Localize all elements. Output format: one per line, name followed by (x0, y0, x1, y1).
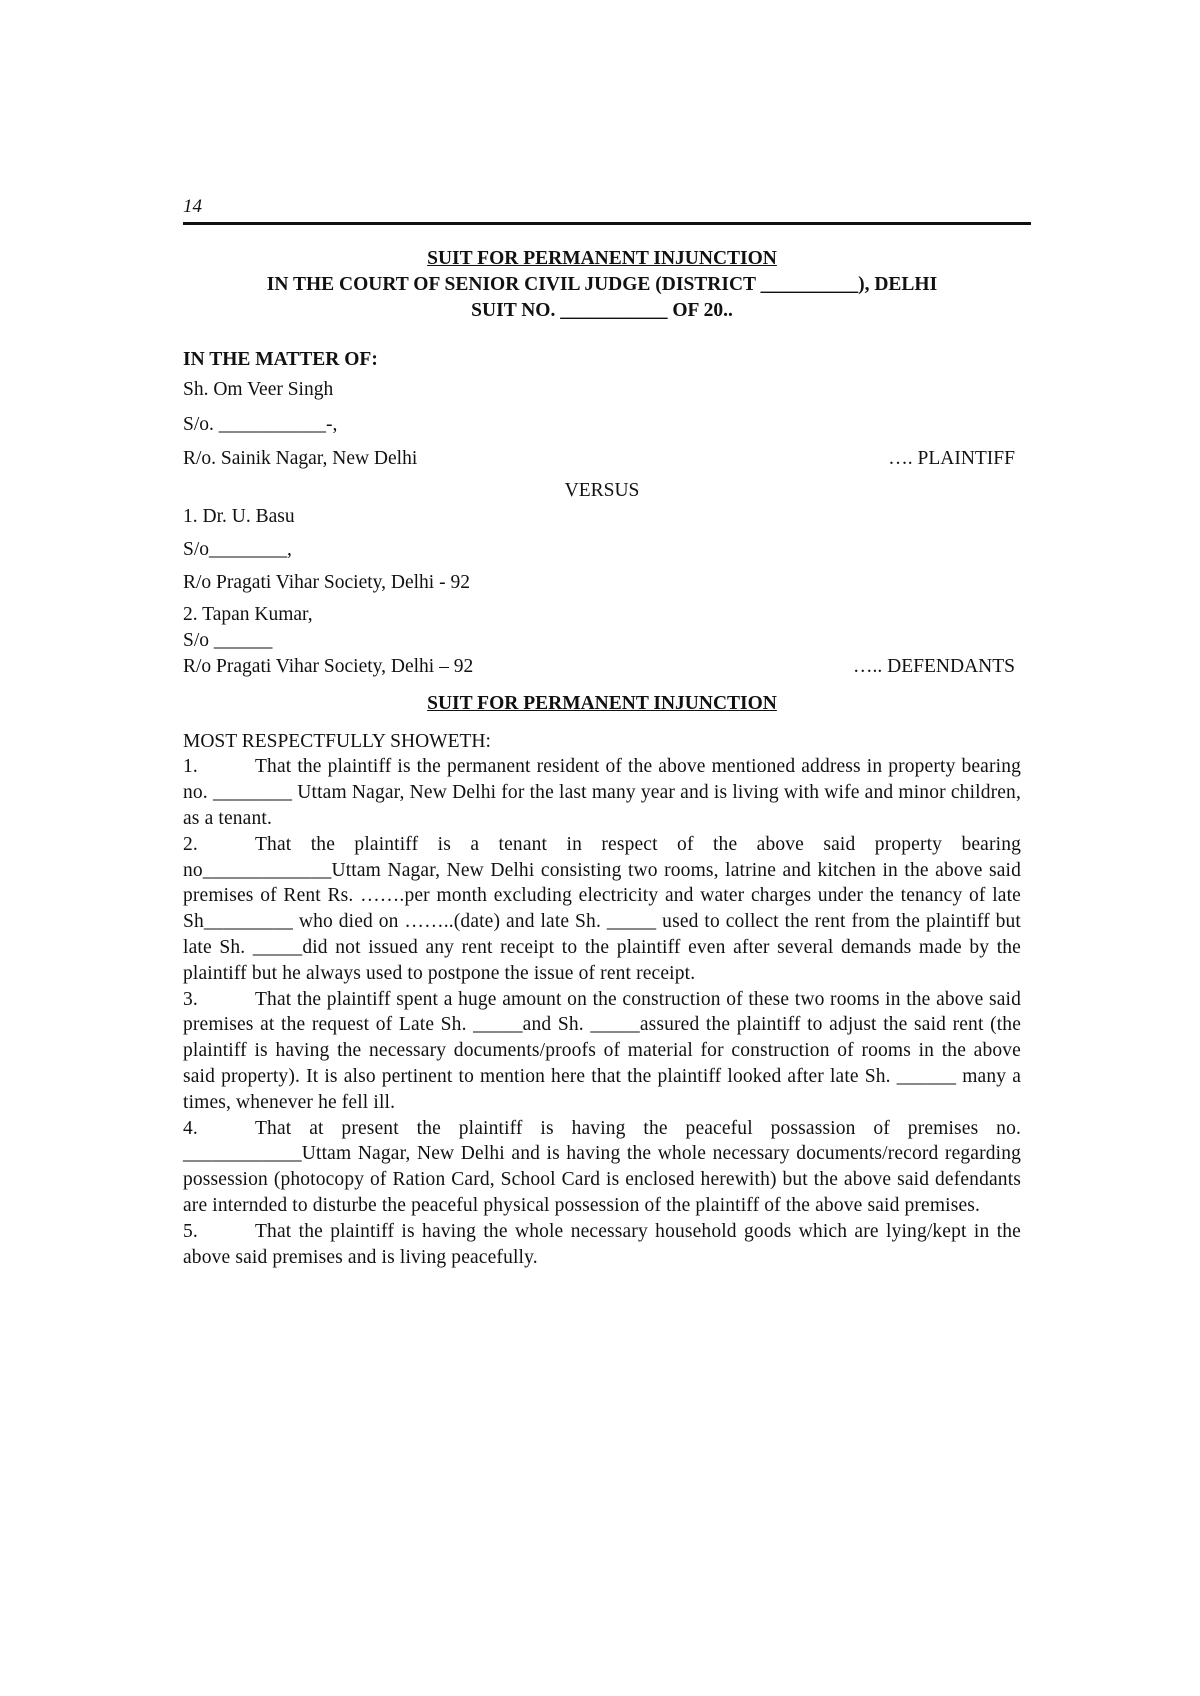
paragraph (183, 832, 1021, 987)
paragraph (183, 987, 1021, 1116)
paragraph (183, 754, 1021, 831)
body-suit-title: SUIT FOR PERMANENT INJUNCTION (427, 692, 777, 714)
paragraph-text: That the plaintiff is a tenant in respect of the above said property bearing no_____________Uttam Nagar, New Delhi consisting two rooms, latrine and kitchen in the above said premises of Rent Rs. …….per month excluding electricity and water charges under the tenancy of late Sh_________ who died on ……..(date) and late Sh. _____ used to collect the rent from the plaintiff but late Sh. _____did not issued any rent receipt to the plaintiff even after several demands made by the plaintiff but he always used to postpone the issue of rent receipt. (183, 833, 1021, 984)
defendant-2-residence-row (183, 654, 1021, 680)
paragraph-text: That the plaintiff is the permanent resident of the above mentioned address in property bearing no. ________ Uttam Nagar, New Delhi for the last many year and is living with wife and minor children, as a tenant. (183, 756, 1021, 829)
plaintiff-name: Sh. Om Veer Singh (183, 378, 334, 400)
plaintiff-role: …. PLAINTIFF (888, 448, 1015, 470)
paragraph-number: 5. (183, 1220, 198, 1242)
suit-number-line: SUIT NO. ___________ OF 20.. (471, 300, 733, 321)
document-body (183, 246, 1021, 1270)
defendant-1-residence: R/o Pragati Vihar Society, Delhi - 92 (183, 571, 470, 593)
page-number: 14 (183, 196, 202, 217)
paragraph-text: That the plaintiff is having the whole necessary household goods which are lying/kept in the above said premises and is living peacefully. (183, 1220, 1021, 1268)
matter-heading: IN THE MATTER OF: (183, 349, 378, 370)
plaintiff-residence: R/o. Sainik Nagar, New Delhi (183, 448, 418, 470)
paragraph-number: 4. (183, 1117, 198, 1139)
paragraph-number: 2. (183, 833, 198, 855)
defendants-role: ….. DEFENDANTS (853, 655, 1015, 677)
paragraph-number: 1. (183, 756, 198, 778)
court-line: IN THE COURT OF SENIOR CIVIL JUDGE (DISTRICT __________), DELHI (266, 274, 938, 295)
defendant-2-son-of: S/o ______ (183, 630, 273, 652)
defendant-2-residence: R/o Pragati Vihar Society, Delhi – 92 (183, 655, 474, 677)
showeth-heading: MOST RESPECTFULLY SHOWETH: (183, 730, 491, 752)
suit-title: SUIT FOR PERMANENT INJUNCTION (427, 248, 777, 269)
plaintiff-residence-row (183, 446, 1021, 472)
defendant-2-name: 2. Tapan Kumar, (183, 604, 313, 626)
paragraph-text: That the plaintiff spent a huge amount on the construction of these two rooms in the above said premises at the request of Late Sh. _____and Sh. _____assured the plaintiff to adjust the said rent (the plaintiff is having the necessary documents/proofs of material for construction of rooms in the above said property). It is also pertinent to mention here that the plaintiff looked after late Sh. ______ many a times, whenever he fell ill. (183, 988, 1021, 1113)
defendant-1-name: 1. Dr. U. Basu (183, 505, 295, 527)
defendant-1-son-of: S/o________, (183, 538, 292, 560)
versus-label: VERSUS (564, 480, 640, 502)
header-rule (183, 222, 1031, 225)
title-block (183, 246, 1021, 324)
paragraph-number: 3. (183, 988, 198, 1010)
paragraph (183, 1116, 1021, 1219)
paragraph-text: That at present the plaintiff is having the peaceful possassion of premises no. ____________Uttam Nagar, New Delhi and is having the whole necessary documents/record regarding possession (photocopy of Ration Card, School Card is enclosed herewith) but the above said defendants are internded to disturbe the peaceful physical possession of the plaintiff of the above said premises. (183, 1117, 1021, 1216)
plaintiff-son-of: S/o. ___________-, (183, 413, 338, 435)
paragraph (183, 1219, 1021, 1271)
